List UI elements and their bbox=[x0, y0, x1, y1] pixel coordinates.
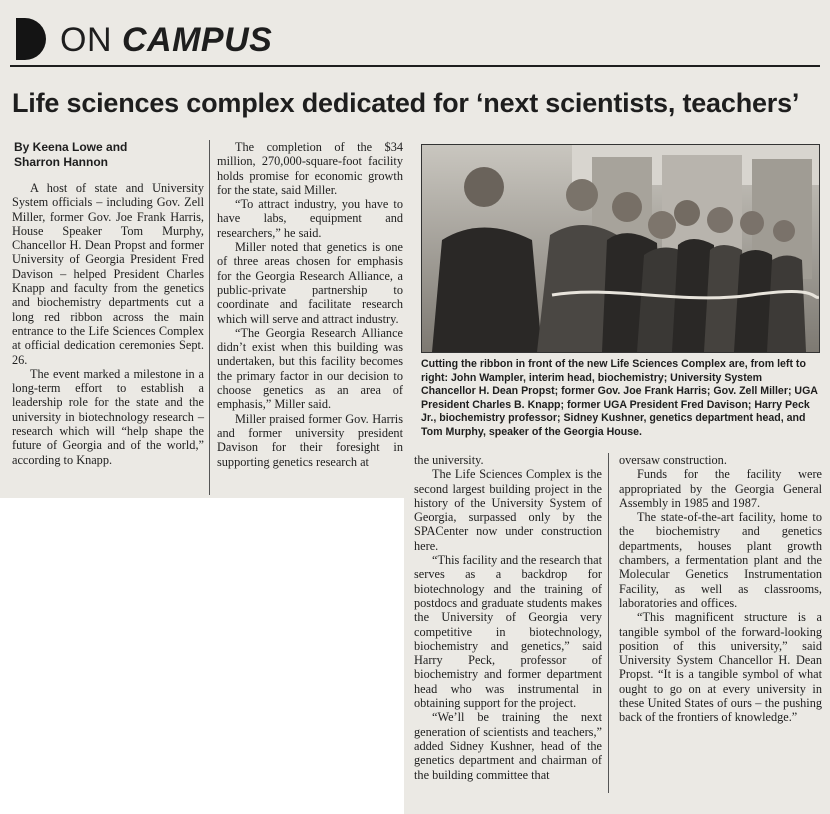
byline-line-2: Sharron Hannon bbox=[14, 155, 109, 169]
section-logo-icon bbox=[16, 18, 46, 60]
paragraph: Funds for the facility were appropriated by the Georgia General Assembly in 1985 and 1987. bbox=[619, 467, 822, 510]
article-column-2 bbox=[217, 140, 403, 469]
article-column-4 bbox=[619, 453, 822, 725]
article-column-1 bbox=[12, 181, 204, 467]
paragraph: “The Georgia Research Alliance didn’t exist when this building was undertaken, but this facility becomes the primary factor in our decision to choose genetics as an area of emphasis,” Miller said. bbox=[217, 325, 403, 412]
paragraph: The Life Sciences Complex is the second largest building project in the history of the University System of Georgia, surpassed only by the SPACenter now under construction here. bbox=[414, 467, 602, 553]
paragraph: Miller noted that genetics is one of three areas chosen for emphasis for the Georgia Research Alliance, a public-private partnership to coordinate and facilitate research which will serve and attract industry. bbox=[217, 240, 403, 326]
paragraph: The event marked a milestone in a long-term effort to establish a leadership role for the state and the university in biotechnology research – research which will “help shape the future of Georgia and of the world,” according to Knapp. bbox=[12, 366, 204, 467]
paragraph: Miller praised former Gov. Harris and former university president Davison for their foresight in supporting genetics research at bbox=[217, 411, 403, 469]
section-header bbox=[10, 12, 820, 66]
paragraph: The completion of the $34 million, 270,000-square-foot facility holds promise for economic growth for the state, said Miller. bbox=[217, 140, 403, 197]
paragraph: “We’ll be training the next generation of scientists and teachers,” added Sidney Kushner, head of the genetics department and chairman of the building committee that bbox=[414, 710, 602, 782]
paragraph: “This facility and the research that serves as a backdrop for biotechnology and the training of postdocs and graduate students makes the University of Georgia very competitive in biotechnology, biochemistry and genetics,” said Harry Peck, professor of biochemistry and former department head who was instrumental in obtaining support for the project. bbox=[414, 553, 602, 711]
article-column-3 bbox=[414, 453, 602, 782]
byline bbox=[14, 140, 204, 170]
photo-caption: Cutting the ribbon in front of the new Life Sciences Complex are, from left to right: John Wampler, interim head, biochemistry; University System Chancellor H. Dean Propst; former Gov. Joe Frank Harris; Gov. Zell Miller; UGA President Charles B. Knapp; former UGA President Fred Davison; Harry Peck Jr., biochemistry professor; Sidney Kushner, genetics department head, and Tom Murphy, speaker of the Georgia House. bbox=[421, 358, 818, 438]
paragraph: The state-of-the-art facility, home to the biochemistry and genetics departments, houses plant growth chambers, a fermentation plant and the Molecular Genetics Instrumentation Facility, as well as classrooms, laboratories and offices. bbox=[619, 510, 822, 610]
paragraph: “To attract industry, you have to have labs, equipment and researchers,” he said. bbox=[217, 197, 403, 240]
column-divider bbox=[608, 453, 609, 793]
section-kicker bbox=[60, 18, 272, 63]
header-rule bbox=[10, 65, 820, 67]
ribbon-cutting-photo bbox=[421, 144, 820, 353]
kicker-name: CAMPUS bbox=[122, 21, 273, 59]
paragraph: the university. bbox=[414, 453, 484, 467]
photo-illustration bbox=[422, 145, 819, 352]
paragraph: “This magnificent structure is a tangible symbol of the forward-looking position of this university,” said University System Chancellor H. Dean Propst. “It is a tangible symbol of what ought to go on at every university in these United States of ours – the pushing back of the frontiers of knowledge.” bbox=[619, 610, 822, 725]
column-divider bbox=[209, 140, 210, 495]
paragraph: oversaw construction. bbox=[619, 453, 727, 467]
byline-line-1: By Keena Lowe and bbox=[14, 140, 128, 154]
paragraph: A host of state and University System officials – including Gov. Zell Miller, former Gov. Joe Frank Harris, House Speaker Tom Murphy, Chancellor H. Dean Propst and former University of Georgia President Fred Davison – helped President Charles Knapp and faculty from the genetics and biochemistry departments cut a long red ribbon across the main entrance to the Life Sciences Complex at official dedication ceremonies Sept. 26. bbox=[12, 181, 204, 367]
kicker-prefix: ON bbox=[60, 21, 112, 59]
headline: Life sciences complex dedicated for ‘next scientists, teachers’ bbox=[12, 88, 800, 118]
